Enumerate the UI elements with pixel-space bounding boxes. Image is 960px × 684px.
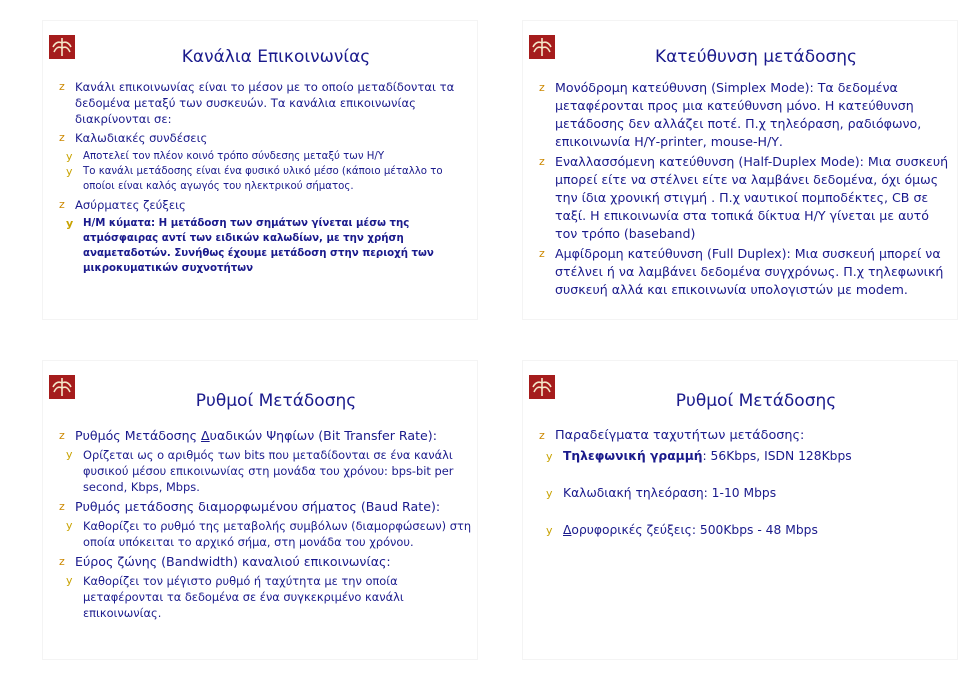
bullet-z-icon: z — [539, 429, 545, 442]
slide-title: Ρυθμοί Μετάδοσης — [195, 391, 357, 411]
slide-rate-examples — [522, 360, 958, 660]
bullet-z-icon: z — [59, 198, 65, 211]
wired-heading: z Καλωδιακές συνδέσεις — [59, 131, 208, 145]
bullet-z-icon: z — [59, 500, 65, 513]
bullet-y-icon: y — [66, 519, 73, 532]
bandwidth-bullet: z Εύρος ζώνης (Bandwidth) καναλιού επικοινωνίας: — [59, 554, 391, 569]
university-logo-icon — [529, 35, 555, 59]
bullet-y-icon: y — [66, 574, 73, 587]
bit-rate-detail: y Ορίζεται ως ο αριθμός των bits που μεταδίδονται σε ένα κανάλι φυσικού μέσου επικοινωνίας στη μονάδα του χρόνου: bps-bit per second, Kbps, Mbps. — [66, 448, 454, 494]
full-duplex-bullet: z Αμφίδρομη κατεύθυνση (Full Duplex): Μια συσκευή μπορεί να στέλνει ή να λαμβάνει δεδομένα συγχρόνως. Π.χ τηλεφωνική συσκευή αλλά και επικοινωνία υπολογιστών με modem. — [539, 246, 944, 297]
bandwidth-detail: y Καθορίζει τον μέγιστο ρυθμό ή ταχύτητα με την οποία μεταφέρονται τα δεδομένα σε ένα συγκεκριμένο κανάλι επικοινωνίας. — [66, 574, 404, 620]
bullet-z-icon: z — [539, 81, 545, 94]
university-logo-icon — [529, 375, 555, 399]
slide-title: Ρυθμοί Μετάδοσης — [675, 391, 837, 411]
slide-transmission-direction — [522, 20, 958, 320]
slide-transmission-rates — [42, 360, 478, 660]
bullet-y-icon: y — [66, 150, 73, 163]
wireless-item: y Η/Μ κύματα: Η μετάδοση των σημάτων γίνεται μέσω της ατμόσφαιρας αντί των ειδικών καλωδίων, με την χρήση αναμεταδοτών. Συνήθως έχουμε μετάδοση στην περιοχή των μικροκυματικών συχνοτήτων — [66, 217, 434, 274]
slide-title: Κανάλια Επικοινωνίας — [181, 47, 371, 67]
bullet-y-icon: y — [66, 165, 73, 178]
wired-item: y Αποτελεί τον πλέον κοινό τρόπο σύνδεσης μεταξύ των Η/Υ — [66, 150, 385, 163]
university-logo-icon — [49, 35, 75, 59]
bit-rate-bullet: z Ρυθμός Μετάδοσης Δυαδικών Ψηφίων (Bit Transfer Rate): — [59, 428, 437, 443]
baud-rate-bullet: z Ρυθμός μετάδοσης διαμορφωμένου σήματος (Baud Rate): — [59, 499, 441, 514]
bullet-z-icon: z — [59, 80, 65, 93]
bullet-y-icon: y — [546, 487, 553, 500]
example-satellite: y Δορυφορικές ζεύξεις: 500Kbps - 48 Mbps — [546, 523, 818, 537]
examples-heading: z Παραδείγματα ταχυτήτων μετάδοσης: — [539, 428, 805, 443]
bullet-y-icon: y — [66, 217, 74, 230]
baud-rate-detail: y Καθορίζει το ρυθμό της μεταβολής συμβόλων (διαμορφώσεων) στη οποία υπόκειται το αρχικό σήμα, στη μονάδα του χρόνου. — [66, 519, 472, 549]
simplex-bullet: z Μονόδρομη κατεύθυνση (Simplex Mode): Τα δεδομένα μεταφέρονται προς μια κατεύθυνση μόνο. Η κατεύθυνση μετάδοσης δεν αλλάζει ποτέ. Π.χ τηλεόραση, ραδιόφωνο, επικοινωνία Η/Υ-printer, mouse-Η/Υ. — [539, 80, 922, 149]
bullet-z-icon: z — [59, 131, 65, 144]
example-cable-tv: y Καλωδιακή τηλεόραση: 1-10 Mbps — [546, 486, 777, 500]
bullet-z-icon: z — [59, 555, 65, 568]
bullet-z-icon: z — [539, 247, 545, 260]
wired-item: y Το κανάλι μετάδοσης είναι ένα φυσικό υλικό μέσο (κάποιο μέταλλο το οποίοι είναι καλός αγωγός του ηλεκτρικού σήματος. — [66, 165, 443, 192]
wireless-heading: z Ασύρματες ζεύξεις — [59, 198, 186, 212]
bullet-y-icon: y — [66, 448, 73, 461]
slide-communication-channels — [42, 20, 478, 320]
bullet-y-icon: y — [546, 524, 553, 537]
half-duplex-bullet: z Εναλλασσόμενη κατεύθυνση (Half-Duplex Mode): Μια συσκευή μπορεί είτε να στέλνει είτε να λαμβάνει δεδομένα, όχι όμως την ίδια χρονική στιγμή . Π.χ ναυτικοί πομποδέκτες, CB σε ταξί. Η επικοινωνία στα τοπικά δίκτυα Η/Υ γίνεται με αυτό τον τρόπο (baseband) — [539, 154, 949, 241]
university-logo-icon — [49, 375, 75, 399]
example-phone-line: y Τηλεφωνική γραμμή: 56Kbps, ISDN 128Kbps — [546, 449, 852, 463]
bullet-y-icon: y — [546, 450, 553, 463]
slide-title: Κατεύθυνση μετάδοσης — [654, 47, 858, 67]
intro-bullet: z Κανάλι επικοινωνίας είναι το μέσον με το οποίο μεταδίδονται τα δεδομένα μεταξύ των συσκευών. Τα κανάλια επικοινωνίας διακρίνονται σε: — [59, 80, 455, 126]
bullet-z-icon: z — [59, 429, 65, 442]
bullet-z-icon: z — [539, 155, 545, 168]
